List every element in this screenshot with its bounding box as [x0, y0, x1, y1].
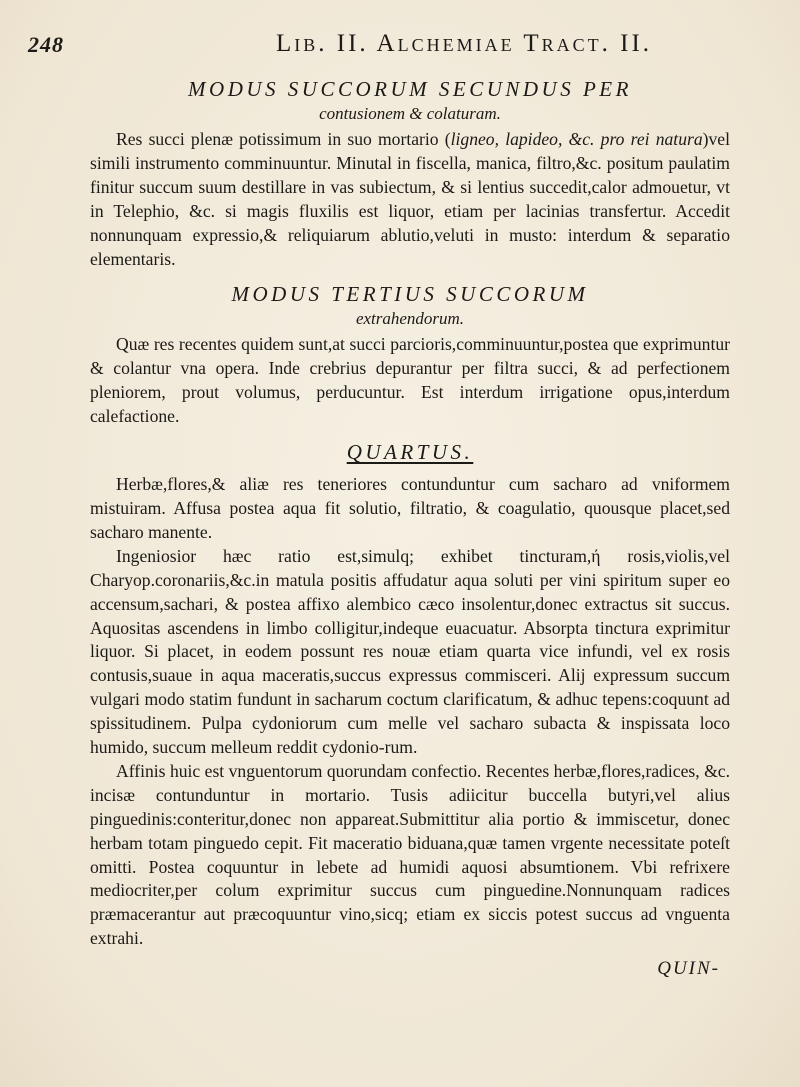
section-heading-modus-tertius: MODUS TERTIUS SUCCORUM [231, 282, 589, 307]
quartus-label: QUARTUS. [346, 440, 474, 465]
running-head: Lib. II. Alchemiae Tract. II. [276, 30, 653, 57]
catchword: QUIN- [657, 958, 720, 980]
paragraph-quartus-2: Ingeniosior hæc ratio est,simulq; exhibet tincturam,ή rosis,violis,vel Charyop.coronariis,&c.in matula positis affudatur aqua soluti per vini spiritum super eo accensum,sachari, & postea affixo alembico cæco insolentur,donec extractus sit succus. Aquositas ascendens in limbo colligitur,indeque euacuatur. Absorpta tinctura exprimitur liquor. Si placet, in eodem possunt res nouæ etiam quarta vice infundi, vel ex rosis contusis,suaue in aqua maceratis,succus expressus commisceri. Alij expressum succum vulgari modo statim fundunt in sacharum coctum clarificatum, & adhuc tepens:coquunt ad spissitudinem. Pulpa cydoniorum cum melle vel sacharo subacta & inspissata loco humido, succum melleum reddit cydonio-rum. [90, 545, 730, 758]
section-subheading-contusionem: contusionem & colaturam. [319, 104, 501, 123]
section-heading-modus-secundus: MODUS SUCCORUM SECUNDUS PER [188, 77, 632, 101]
paragraph-modus-secundus [90, 128, 730, 271]
page-number: 248 [28, 32, 64, 57]
section-heading-quartus [90, 439, 730, 465]
paragraph-quartus-1: Herbæ,flores,& aliæ res teneriores contunduntur cum sacharo ad vniformem mistuiram. Affusa postea aqua fit solutio, filtratio, & coagulatio, quousque placet,sed sacharo manente. [90, 474, 730, 542]
paragraph-italic-aside: ligneo, lapideo, &c. pro rei natura [450, 129, 703, 149]
paragraph-lead: Res succi plenæ potissimum in suo mortario ( [116, 129, 451, 149]
section-subheading-extrahendorum: extrahendorum. [355, 309, 465, 329]
page-header [0, 28, 800, 64]
paragraph-rest: )vel simili instrumento comminuuntur. Minutal in fiscella, manica, filtro,&c. positum paulatim finitur succum suum destillare in vas subiectum, & si lentius succedit,calor admouetur, vt in Telephio, &c. si magis fluxilis est liquor, etiam per lacinias transfertur. Accedit nonnunquam expressio,& reliquiarum ablutio,veluti in musto: interdum & separatio elementaris. [90, 129, 730, 269]
paragraph-quartus-3: Affinis huic est vnguentorum quorundam confectio. Recentes herbæ,flores,radices, &c. incisæ contunduntur in mortario. Tusis adiicitur buccella butyri,vel alius pinguedinis:conteritur,donec non appareat.Submittitur alia portio & immiscetur, donec herbam totam pinguedo cepit. Fit maceratio biduana,quæ tamen vrgente necessitate poteſt omitti. Postea coquuntur in lebete ad humidi aquosi absumtionem. Vbi refrixere mediocriter,per colum exprimitur succus cum pinguedine.Nonnunquam radices præmacerantur aut præcoquuntur vino,sicq; etiam ex siccis potest succus ad vnguenta extrahi. [90, 760, 730, 949]
main-text [90, 76, 730, 981]
paragraph-modus-tertius: Quæ res recentes quidem sunt,at succi parcioris,comminuuntur,postea que exprimuntur & colantur vna opera. Inde crebrius depurantur per filtra succi, & ad perfectionem pleniorem, prout volumus, perducuntur. Est interdum irrigatione opus,interdum calefactione. [90, 334, 730, 427]
